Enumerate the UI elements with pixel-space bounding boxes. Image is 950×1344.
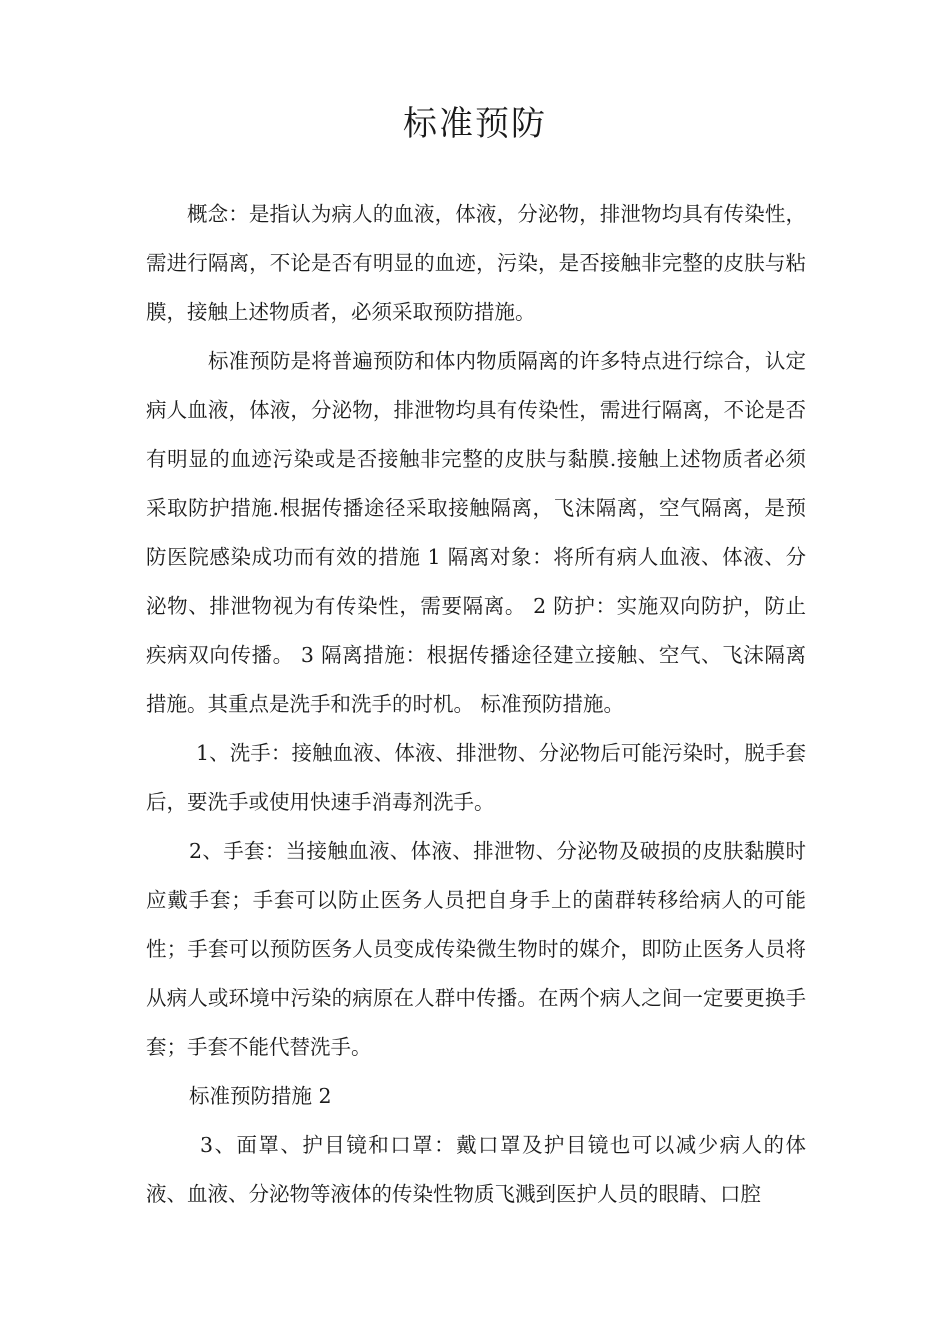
paragraph-standard-precaution: 标准预防是将普遍预防和体内物质隔离的许多特点进行综合，认定病人血液，体液，分泌物，排泄物均具有传染性，需进行隔离，不论是否有明显的血迹污染或是否接触非完整的皮肤与黏膜.接触上述物质者必须采取防护措施.根据传播途径采取接触隔离，飞沫隔离，空气隔离，是预防医院感染成功而有效的措施 1 隔离对象：将所有病人血液、体液、分泌物、排泄物视为有传染性，需要隔离。 2 防护：实施双向防护，防止疾病双向传播。 3 隔离措施：根据传播途径建立接触、空气、飞沫隔离措施。其重点是洗手和洗手的时机。 标准预防措施。 bbox=[146, 349, 806, 716]
paragraph-gloves: 2、手套：当接触血液、体液、排泄物、分泌物及破损的皮肤黏膜时应戴手套；手套可以防止医务人员把自身手上的菌群转移给病人的可能性；手套可以预防医务人员变成传染微生物时的媒介，即防止医务人员将从病人或环境中污染的病原在人群中传播。在两个病人之间一定要更换手套；手套不能代替洗手。 bbox=[146, 839, 806, 1059]
document-title: 标准预防 bbox=[403, 104, 547, 144]
section-heading-measures-2: 标准预防措施 2 bbox=[189, 1084, 332, 1108]
paragraph-concept: 概念：是指认为病人的血液，体液，分泌物，排泄物均具有传染性，需进行隔离，不论是否有明显的血迹，污染，是否接触非完整的皮肤与粘膜，接触上述物质者，必须采取预防措施。 bbox=[146, 202, 806, 324]
paragraph-hand-washing: 1、洗手：接触血液、体液、排泄物、分泌物后可能污染时，脱手套后，要洗手或使用快速手消毒剂洗手。 bbox=[146, 741, 806, 814]
paragraph-mask-goggles: 3、面罩、护目镜和口罩：戴口罩及护目镜也可以减少病人的体液、血液、分泌物等液体的传染性物质飞溅到医护人员的眼睛、口腔 bbox=[146, 1133, 806, 1206]
document-body bbox=[146, 190, 806, 1219]
